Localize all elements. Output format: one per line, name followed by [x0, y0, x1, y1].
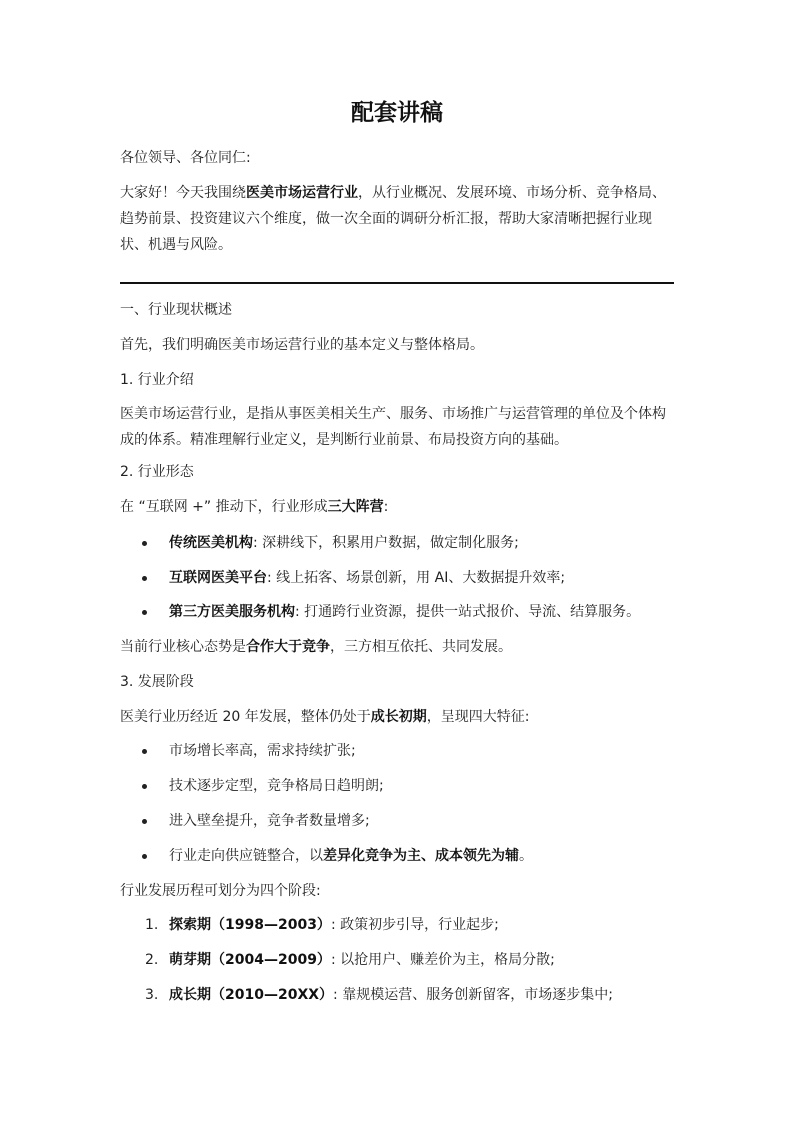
- feature-text: 行业走向供应链整合，以: [169, 848, 323, 864]
- sub2-lead: [120, 497, 388, 517]
- bullet-icon: [142, 819, 147, 824]
- bullet-icon: [142, 576, 147, 581]
- feature-after: 。: [519, 848, 533, 864]
- bullet-icon: [142, 749, 147, 754]
- sub2-heading: 2. 行业形态: [120, 464, 194, 480]
- sub3-lead-suffix: ，呈现四大特征:: [426, 709, 530, 725]
- feature-bold: 差异化竞争为主、成本领先为辅: [323, 848, 519, 864]
- conclusion-suffix: ，三方相互依托、共同发展。: [330, 639, 512, 655]
- intro-paragraph: [120, 180, 674, 258]
- section1-lead: 首先，我们明确医美市场运营行业的基本定义与整体格局。: [120, 337, 484, 353]
- stage-text: : 以抢用户、赚差价为主，格局分散;: [330, 952, 555, 968]
- document-title: 配套讲稿: [351, 100, 443, 126]
- bullet-text: : 打通跨行业资源，提供一站式报价、导流、结算服务。: [295, 604, 641, 620]
- bullet-bold: 互联网医美平台: [169, 570, 267, 586]
- intro-industry-name: 医美市场运营行业: [246, 185, 358, 201]
- bullet-text: : 深耕线下，积累用户数据，做定制化服务;: [253, 535, 519, 551]
- bullet-icon: [142, 784, 147, 789]
- conclusion-prefix: 当前行业核心态势是: [120, 639, 246, 655]
- bullet-bold: 第三方医美服务机构: [169, 604, 295, 620]
- bullet-icon: [142, 541, 147, 546]
- stage-text: : 靠规模运营、服务创新留客，市场逐步集中;: [333, 987, 613, 1003]
- stage-name: 探索期（1998—2003）: [169, 917, 331, 933]
- section-divider: [120, 282, 674, 284]
- bullet-text: : 线上拓客、场景创新，用 AI、大数据提升效率;: [267, 570, 566, 586]
- sub2-lead-suffix: :: [383, 499, 389, 515]
- feature-text: 进入壁垒提升，竞争者数量增多;: [169, 813, 370, 829]
- sub3-heading: 3. 发展阶段: [120, 674, 194, 690]
- list-number: 1.: [145, 917, 159, 933]
- sub2-lead-prefix: 在 “互联网 +” 推动下，行业形成: [120, 499, 328, 515]
- intro-prefix: 大家好！今天我围绕: [120, 185, 246, 201]
- greeting: 各位领导、各位同仁:: [120, 150, 251, 166]
- feature-text: 技术逐步定型，竞争格局日趋明朗;: [169, 778, 384, 794]
- sub3-lead: [120, 707, 529, 727]
- section1-heading: 一、行业现状概述: [120, 302, 232, 318]
- list-number: 3.: [145, 987, 159, 1003]
- sub1-paragraph: 医美市场运营行业，是指从事医美相关生产、服务、市场推广与运营管理的单位及个体构成的体系。精准理解行业定义，是判断行业前景、布局投资方向的基础。: [120, 406, 666, 448]
- bullet-icon: [142, 610, 147, 615]
- sub1-heading: 1. 行业介绍: [120, 372, 194, 388]
- stage-name: 萌芽期（2004—2009）: [169, 952, 331, 968]
- history-lead: 行业发展历程可划分为四个阶段:: [120, 883, 321, 899]
- sub3-lead-bold: 成长初期: [370, 709, 427, 725]
- sub2-lead-bold: 三大阵营: [327, 499, 384, 515]
- intro-suffix: ，从行业概况、发展环境、市场分析、竞争格局、趋势前景、投资建议六个维度，做一次全面的调研分析汇报，帮助大家清晰把握行业现状、机遇与风险。: [120, 185, 666, 253]
- conclusion-bold: 合作大于竞争: [246, 639, 330, 655]
- sub2-conclusion: [120, 637, 512, 657]
- sub3-lead-prefix: 医美行业历经近 20 年发展，整体仍处于: [120, 709, 371, 725]
- bullet-icon: [142, 854, 147, 859]
- list-number: 2.: [145, 952, 159, 968]
- stage-text: : 政策初步引导，行业起步;: [330, 917, 499, 933]
- stage-name: 成长期（2010—20XX）: [169, 987, 334, 1003]
- feature-text: 市场增长率高，需求持续扩张;: [169, 743, 356, 759]
- bullet-bold: 传统医美机构: [169, 535, 253, 551]
